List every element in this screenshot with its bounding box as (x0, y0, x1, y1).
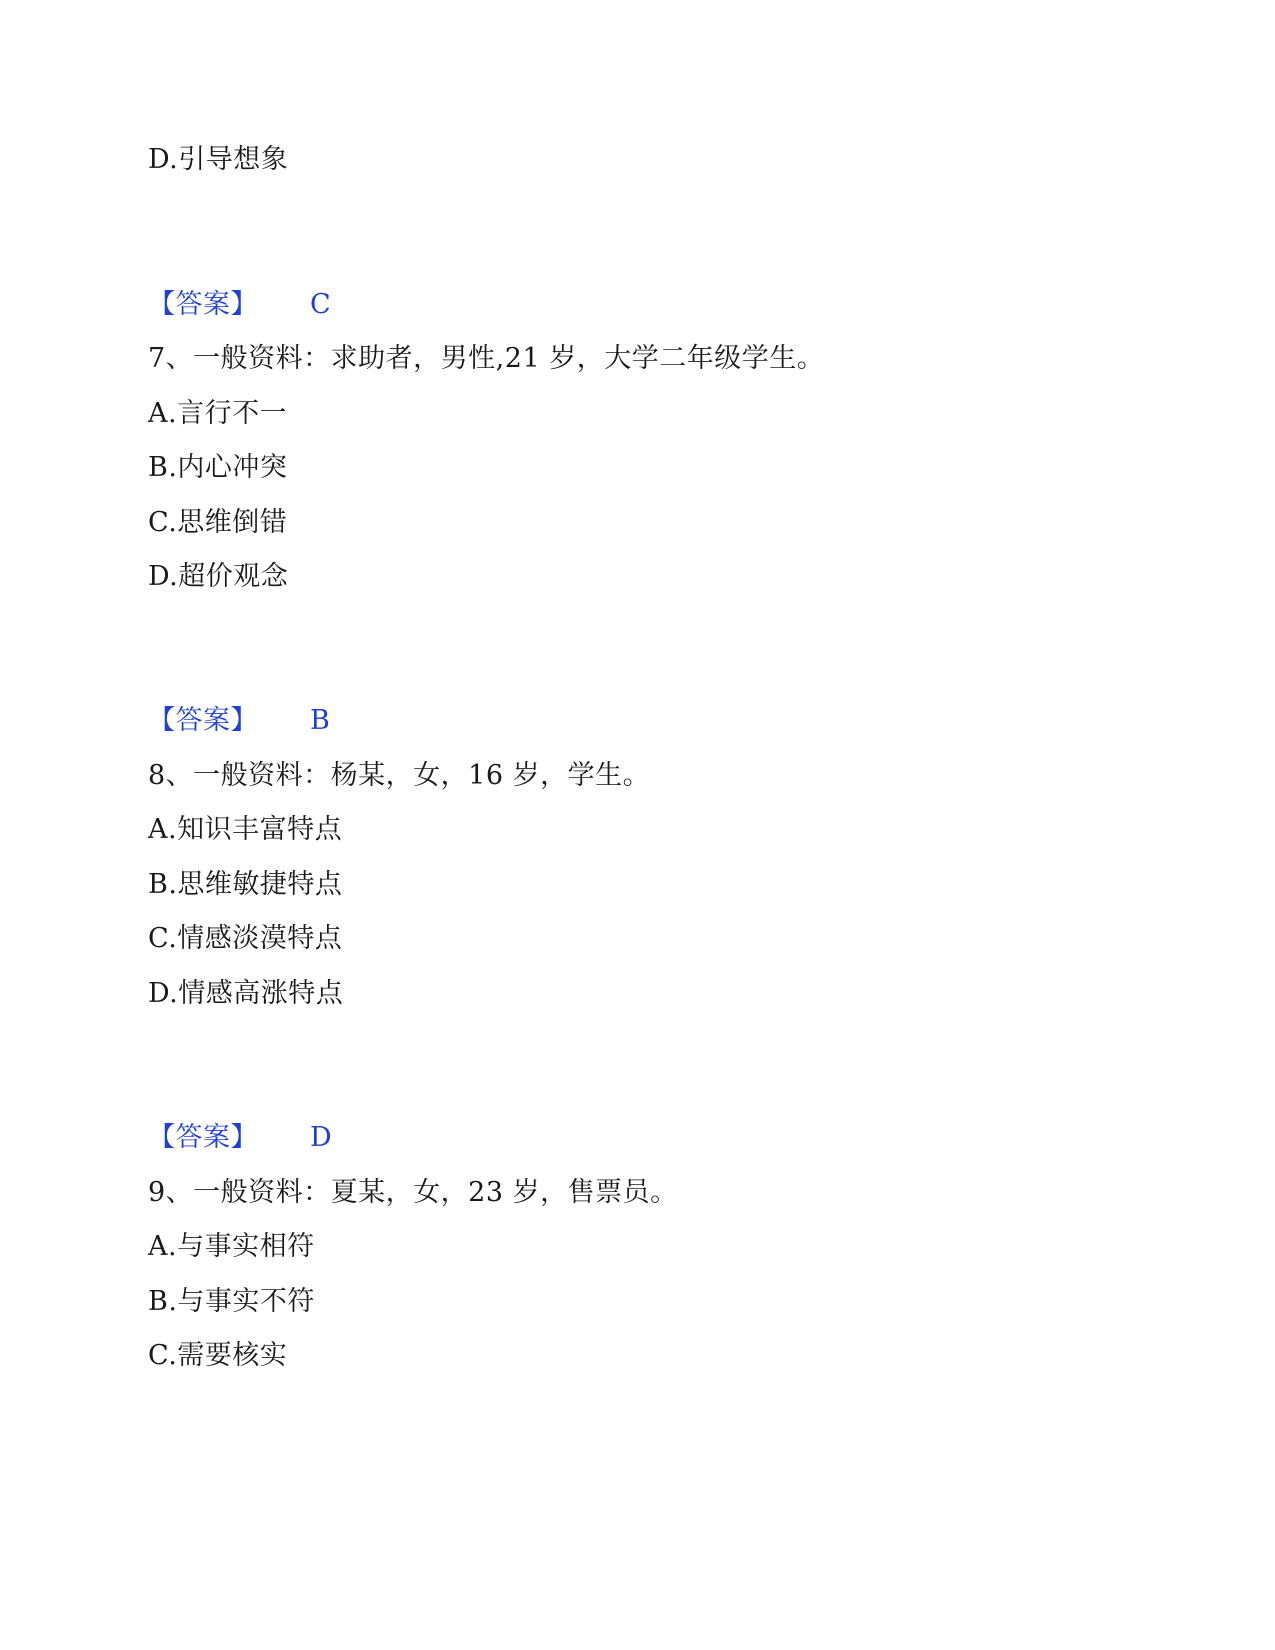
option-b-q7: B.内心冲突 (148, 452, 288, 483)
question-8: 8、一般资料：杨某，女，16 岁，学生。 (148, 760, 651, 791)
question-9: 9、一般资料：夏某，女，23 岁，售票员。 (148, 1177, 678, 1208)
option-d-q8: D.情感高涨特点 (148, 978, 344, 1009)
option-d-q6: D.引导想象 (148, 144, 289, 175)
option-a-q9: A.与事实相符 (148, 1231, 315, 1262)
answer-value: D (310, 1122, 333, 1153)
option-a-q7: A.言行不一 (148, 398, 288, 429)
option-c-q9: C.需要核实 (148, 1340, 288, 1371)
question-7: 7、一般资料：求助者，男性,21 岁，大学二年级学生。 (148, 343, 825, 374)
answer-value: C (310, 289, 332, 320)
option-b-q8: B.思维敏捷特点 (148, 869, 343, 900)
answer-value: B (310, 705, 331, 736)
answer-q6 (148, 288, 331, 322)
option-a-q8: A.知识丰富特点 (148, 814, 343, 845)
answer-label: 【答案】 (148, 1122, 258, 1153)
option-c-q8: C.情感淡漠特点 (148, 923, 343, 954)
option-c-q7: C.思维倒错 (148, 507, 288, 538)
answer-q8 (148, 1121, 332, 1155)
answer-q7 (148, 704, 330, 738)
option-d-q7: D.超价观念 (148, 561, 289, 592)
answer-label: 【答案】 (148, 289, 258, 320)
answer-label: 【答案】 (148, 705, 258, 736)
option-b-q9: B.与事实不符 (148, 1286, 315, 1317)
